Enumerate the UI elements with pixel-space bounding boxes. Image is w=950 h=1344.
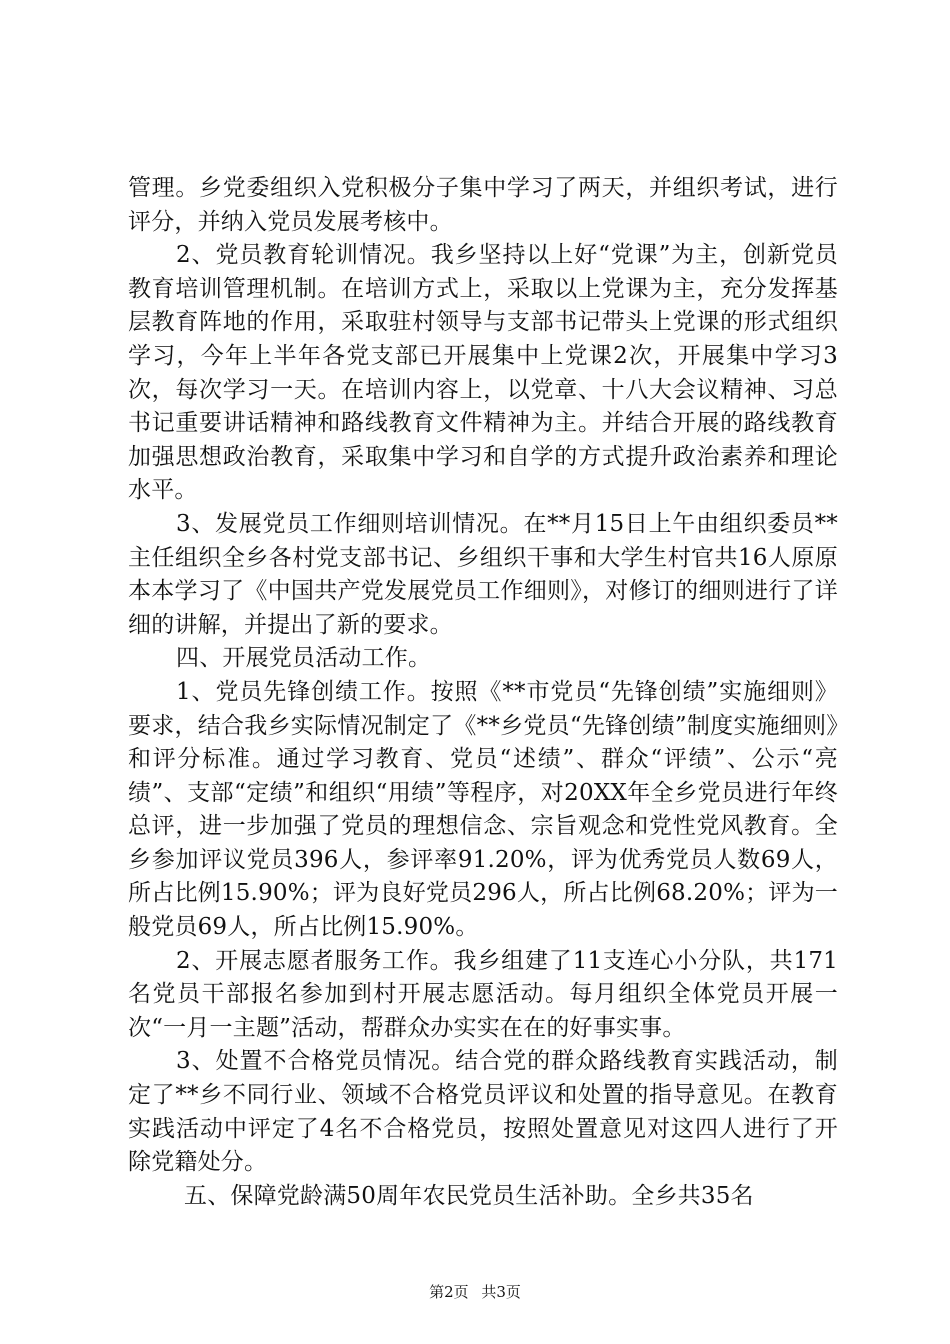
section-heading-party-activities: 四、开展党员活动工作。 bbox=[176, 645, 432, 672]
page-number-total: 共3页 bbox=[481, 1283, 521, 1301]
paragraph-unqualified-members: 3、处置不合格党员情况。结合党的群众路线教育实践活动，制定了**乡不同行业、领域不合格党员评议和处置的指导意见。在教育实践活动中评定了4名不合格党员，按照处置意见对这四人进行了开除党籍处分。 bbox=[128, 1048, 838, 1176]
page-number-current: 第2页 bbox=[429, 1283, 469, 1301]
page-footer bbox=[0, 1282, 950, 1302]
paragraph-party-education-training: 2、党员教育轮训情况。我乡坚持以上好“党课”为主，创新党员教育培训管理机制。在培训方式上，采取以上党课为主，充分发挥基层教育阵地的作用，采取驻村领导与支部书记带头上党课的形式组织学习，今年上半年各党支部已开展集中上党课2次，开展集中学习3次，每次学习一天。在培训内容上，以党章、十八大会议精神、习总书记重要讲话精神和路线教育文件精神为主。并结合开展的路线教育加强思想政治教育，采取集中学习和自学的方式提升政治素养和理论水平。 bbox=[128, 242, 838, 504]
paragraph-continuation: 管理。乡党委组织入党积极分子集中学习了两天，并组织考试，进行评分，并纳入党员发展考核中。 bbox=[128, 175, 838, 235]
document-body bbox=[128, 172, 838, 1213]
paragraph-vanguard-performance: 1、党员先锋创绩工作。按照《**市党员“先锋创绩”实施细则》要求，结合我乡实际情况制定了《**乡党员“先锋创绩”制度实施细则》和评分标准。通过学习教育、党员“述绩”、群众“评绩”、公示“亮绩”、支部“定绩”和组织“用绩”等程序，对20XX年全乡党员进行年终总评，进一步加强了党员的理想信念、宗旨观念和党性党风教育。全乡参加评议党员396人，参评率91.20%，评为优秀党员人数69人，所占比例15.90%；评为良好党员296人，所占比例68.20%；评为一般党员69人，所占比例15.90%。 bbox=[128, 678, 838, 941]
paragraph-development-rules-training: 3、发展党员工作细则培训情况。在**月15日上午由组织委员**主任组织全乡各村党支部书记、乡组织干事和大学生村官共16人原原本本学习了《中国共产党发展党员工作细则》，对修订的细则进行了详细的讲解，并提出了新的要求。 bbox=[128, 510, 838, 638]
section-heading-subsidy: 五、保障党龄满50周年农民党员生活补助。全乡共35名 bbox=[184, 1182, 754, 1209]
paragraph-volunteer-service: 2、开展志愿者服务工作。我乡组建了11支连心小分队，共171名党员干部报名参加到村开展志愿活动。每月组织全体党员开展一次“一月一主题”活动，帮群众办实实在在的好事实事。 bbox=[128, 947, 838, 1041]
